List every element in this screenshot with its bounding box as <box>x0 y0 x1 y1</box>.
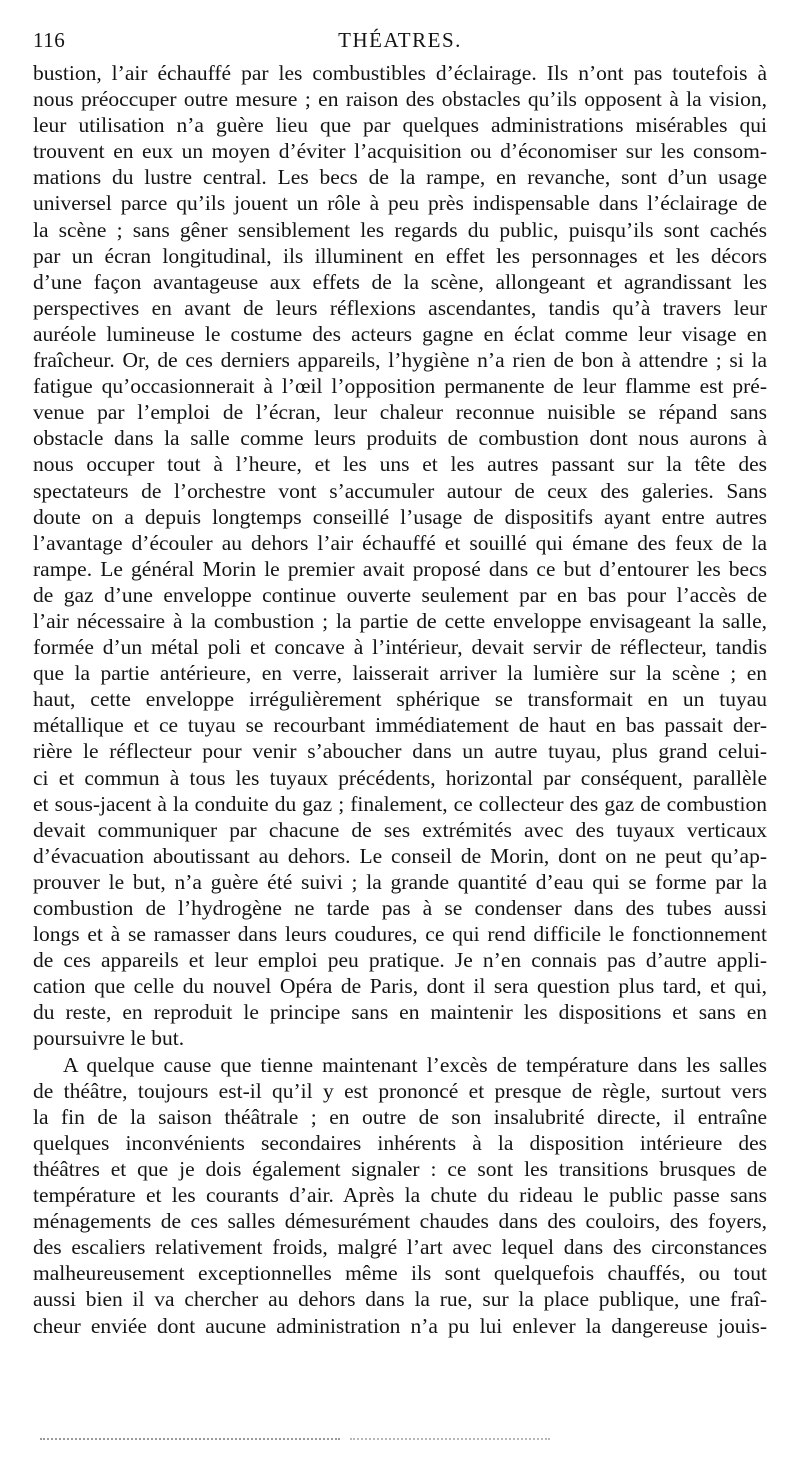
text-line: malheureusement exceptionnelles même ils sont quelquefois chauffés, ou tout <box>33 1261 767 1286</box>
text-line: venue par l’emploi de l’écran, leur chaleur reconnue nuisible se répand sans <box>33 400 767 425</box>
running-head <box>33 28 767 58</box>
paragraph-1 <box>33 60 767 1052</box>
bottom-scan-rule-short <box>350 1438 550 1440</box>
text-line: cation que celle du nouvel Opéra de Paris, dont il sera question plus tard, et qui, <box>33 974 767 999</box>
text-line: universel parce qu’ils jouent un rôle à peu près indispensable dans l’éclairage de <box>33 191 767 216</box>
text-line: longs et à se ramasser dans leurs coudures, ce qui rend difficile le fonctionnement <box>33 922 767 947</box>
text-line: A quelque cause que tienne maintenant l’excès de température dans les salles <box>63 1052 767 1077</box>
text-line: du reste, en reproduit le principe sans en maintenir les dispositions et sans en <box>33 1000 767 1025</box>
text-line: d’évacuation aboutissant au dehors. Le conseil de Morin, dont on ne peut qu’ap- <box>33 843 767 868</box>
text-line: leur utilisation n’a guère lieu que par quelques administrations misérables qui <box>33 113 767 138</box>
text-line: de ces appareils et leur emploi peu pratique. Je n’en connais pas d’autre appli- <box>33 948 767 973</box>
text-line: cheur enviée dont aucune administration n’a pu lui enlever la dangereuse jouis- <box>33 1313 767 1338</box>
text-line: obstacle dans la salle comme leurs produits de combustion dont nous aurons à <box>33 426 767 451</box>
text-line: température et les courants d’air. Après la chute du rideau le public passe sans <box>33 1183 767 1208</box>
text-line: l’air nécessaire à la combustion ; la partie de cette enveloppe envisageant la salle, <box>33 608 767 633</box>
text-line: mations du lustre central. Les becs de la rampe, en revanche, sont d’un usage <box>33 165 767 190</box>
paragraph-2 <box>33 1052 767 1339</box>
text-line: devait communiquer par chacune de ses extrémités avec des tuyaux verticaux <box>33 817 767 842</box>
text-line: par un écran longitudinal, ils illuminent en effet les personnages et les décors <box>33 243 767 268</box>
text-line: rampe. Le général Morin le premier avait proposé dans ce but d’entourer les becs <box>33 556 767 581</box>
text-line: spectateurs de l’orchestre vont s’accumuler autour de ceux des galeries. Sans <box>33 478 767 503</box>
text-line: la scène ; sans gêner sensiblement les regards du public, puisqu’ils sont cachés <box>33 217 767 242</box>
text-line: fatigue qu’occasionnerait à l’œil l’opposition permanente de leur flamme est pré- <box>33 374 767 399</box>
body-text <box>33 60 767 1339</box>
text-line: fraîcheur. Or, de ces derniers appareils, l’hygiène n’a rien de bon à attendre ; si la <box>33 348 767 373</box>
book-page <box>33 28 767 1339</box>
text-line: ci et commun à tous les tuyaux précédents, horizontal par conséquent, parallèle <box>33 765 767 790</box>
text-line: bustion, l’air échauffé par les combustibles d’éclairage. Ils n’ont pas toutefois à <box>33 61 767 85</box>
text-line: haut, cette enveloppe irrégulièrement sphérique se transformait en un tuyau <box>33 687 767 712</box>
text-line: perspectives en avant de leurs réflexions ascendantes, tandis qu’à travers leur <box>33 295 767 320</box>
text-line: que la partie antérieure, en verre, laisserait arriver la lumière sur la scène ; en <box>33 661 767 686</box>
text-line: auréole lumineuse le costume des acteurs gagne en éclat comme leur visage en <box>33 321 767 346</box>
text-line: aussi bien il va chercher au dehors dans la rue, sur la place publique, une fraî- <box>33 1287 767 1312</box>
text-line: la fin de la saison théâtrale ; en outre de son insalubrité directe, il entraîne <box>33 1104 767 1129</box>
text-line: ménagements de ces salles démesurément chaudes dans des couloirs, des foyers, <box>33 1209 767 1234</box>
text-line: formée d’un métal poli et concave à l’intérieur, devait servir de réflecteur, tandis <box>33 635 767 660</box>
page-number: 116 <box>33 28 66 52</box>
text-line: de gaz d’une enveloppe continue ouverte seulement par en bas pour l’accès de <box>33 582 767 607</box>
text-line: quelques inconvénients secondaires inhérents à la disposition intérieure des <box>33 1130 767 1155</box>
text-line: rière le réflecteur pour venir s’aboucher dans un autre tuyau, plus grand celui- <box>33 739 767 764</box>
text-line: combustion de l’hydrogène ne tarde pas à se condenser dans des tubes aussi <box>33 896 767 920</box>
running-title: THÉATRES. <box>338 28 462 52</box>
text-line: trouvent en eux un moyen d’éviter l’acquisition ou d’économiser sur les consom- <box>33 139 767 164</box>
text-line: doute on a depuis longtemps conseillé l’usage de dispositifs ayant entre autres <box>33 504 767 529</box>
text-line: métallique et ce tuyau se recourbant immédiatement de haut en bas passait der- <box>33 713 767 738</box>
text-line: prouver le but, n’a guère été suivi ; la grande quantité d’eau qui se forme par la <box>33 869 767 894</box>
text-line: de théâtre, toujours est-il qu’il y est prononcé et presque de règle, surtout vers <box>33 1078 767 1103</box>
text-line: théâtres et que je dois également signaler : ce sont les transitions brusques de <box>33 1156 767 1181</box>
text-line: poursuivre le but. <box>33 1026 185 1051</box>
bottom-scan-rule <box>40 1438 340 1440</box>
text-line: et sous-jacent à la conduite du gaz ; finalement, ce collecteur des gaz de combustion <box>33 791 767 816</box>
text-line: d’une façon avantageuse aux effets de la scène, allongeant et agrandissant les <box>33 269 767 294</box>
text-line: nous préoccuper outre mesure ; en raison des obstacles qu’ils opposent à la vision, <box>33 87 767 112</box>
text-line: l’avantage d’écouler au dehors l’air échauffé et souillé qui émane des feux de la <box>33 530 767 555</box>
text-line: des escaliers relativement froids, malgré l’art avec lequel dans des circonstances <box>33 1235 767 1260</box>
text-line: nous occuper tout à l’heure, et les uns et les autres passant sur la tête des <box>33 452 767 477</box>
